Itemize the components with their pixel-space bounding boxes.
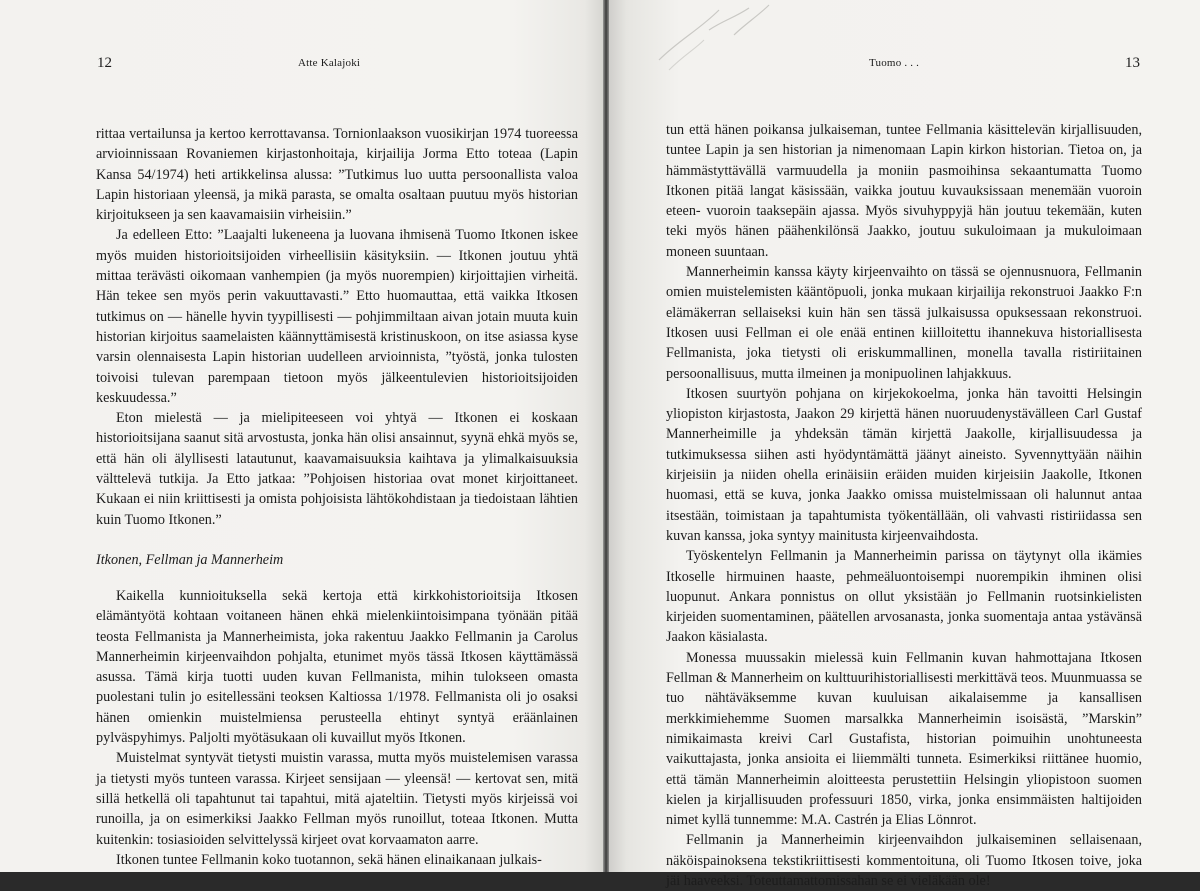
left-page-number: 12 xyxy=(97,55,112,71)
pencil-scribble-mark xyxy=(639,0,779,70)
left-page xyxy=(0,0,603,872)
right-paragraph-5: Monessa muussakin mielessä kuin Fellmanin kuvan hahmottajana Itkosen Fellman & Mannerheim on kulttuurihistoriallisesti merkittävä teos. Muunmuassa se tuo nähtäväksemme kuvan kuuluisan aikalaisemme ja kansallisen merkkimiehemme Suomen marsalkka Mannerheimin isoisästä, ”Marskin” nimikaimasta kreivi Carl Gustafista, historian poimuihin unohtuneesta vaikuttajasta, jonka ansioita ei liiemmälti tunneta. Esimerkiksi riittänee huomio, että tämän Mannerheimin aloitteesta perustettiin Helsingin yliopistoon suomen kielen ja kirjallisuuden professuuri 1850, virka, jonka ensimmäisten haltijoiden nimet kyllä tunnemme: M.A. Castrén ja Elias Lönnrot. xyxy=(666,649,1142,829)
left-paragraph-1: rittaa vertailunsa ja kertoo kerrottavansa. Tornionlaakson vuosikirjan 1974 tuoreessa arvioinnissaan Rovaniemen kirjastonhoitaja, kirjailija Jorma Etto toteaa (Lapin Kansa 54/1974) heti artikkelinsa alussa: ”Tutkimus luo uutta persoonallista valoa Lapin historiaan yleensä, ja mikä parasta, se omalta osaltaan puutuu myös historian kirjoitukseen ja sen kaavamaisiin virheisiin.” xyxy=(96,126,578,224)
left-paragraph-3: Eton mielestä — ja mielipiteeseen voi yhtyä — Itkonen ei koskaan historioitsijana saanut sitä arvostusta, jonka hän olisi ansainnut, syynä ehkä myös se, että hän oli älyllisesti latautunut, kaavamaisuuksia kaihtava ja ylimalkaisuuksia välttelevä tutkija. Ja Etto jatkaa: ”Pohjoisen historiaa ovat monet kirjoittaneet. Kukaan ei niin kriittisesti ja omista pohjoisista lähtökohdistaan ja tiedoistaan lähtien kuin Tuomo Itkonen.” xyxy=(96,410,578,528)
left-paragraph-2: Ja edelleen Etto: ”Laajalti lukeneena ja luovana ihmisenä Tuomo Itkonen iskee myös muiden historioitsijoiden virheellisiin käsityksiin. — Itkonen joutuu yhtä mittaa terävästi oikomaan vanhempien (ja myös nuorempien) kirjoittajien virheitä. Hän tekee sen myös perin vakuuttavasti.” Etto huomauttaa, että vaikka Itkosen tutkimus on — hänelle hyvin tyypillisesti — pohjimmiltaan aivan jotain muuta kuin historian kirjoitus saamelaisten käännyttämisestä kristinuskoon, on itse asiassa kyse varsin olennaisesta Lapin historian uudelleen arvioinnista, ”työstä, jonka tulosten toivoisi tulevan parempaan tietoon myös jälkeentulevien historioitsijoiden keskuudessa.” xyxy=(96,227,578,406)
right-paragraph-3: Itkosen suurtyön pohjana on kirjekokoelma, jonka hän tavoitti Helsingin yliopiston kirjastosta, Jaakon 29 kirjettä hänen nuoruudenystävälleen Carl Gustaf Mannerheimille ja yhdeksän tämän kirjettä Jaakolle, kirjallisuudessa ja tutkimuksessa siihen asti hyödyntämättä jäänyt aineisto. Syvennyttyään näihin kirjeisiin ja niiden ohella erinäisiin eräiden muiden kirjeisiin Jaakolle, Itkonen huomasi, että se kuva, jonka Jaakko omissa muistelmissaan oli halunnut antaa itsestään, toimistaan ja tapahtumista työkentällään, oli vahvasti ristiriidassa sen kuvan kanssa, joka syntyy mainitusta kirjeenvaihdosta. xyxy=(666,385,1142,544)
right-paragraph-2: Mannerheimin kanssa käyty kirjeenvaihto on tässä se ojennusnuora, Fellmanin omien muistelemisten kääntöpuoli, jonka mukaan kirjailija rekonstruoi Jaakko F:n elämäkerran sellaiseksi kuin hän sen tässä julkaisussa opuksessaan rekonstruoi. Itkosen uusi Fellman ei ole enää entinen kiilloitettu ihannekuva historiallisesta Fellmanista, joka tietysti oli eriskummallinen, monella tavalla ristiriitainen persoonallisuus, mutta ilmeinen ja monipuolinen lahjakkuus. xyxy=(666,264,1142,382)
right-paragraph-1: tun että hänen poikansa julkaiseman, tuntee Fellmania käsittelevän kirjallisuuden, tuntee Lapin ja sen historian ja nimenomaan Lapin kirkon historian. Tietoa on, ja hämmästyttävällä varmuudella ja moniin pasmoihinsa sekaantumatta Tuomo Itkonen pitää langat käsissään, vaikka joutuu kuvauksissaan menemään vuoroin eteen- vuoroin taaksepäin ajassa. Myös sivuhyppyjä hän joutuu tekemään, kuten teki myös hänen päähenkilönsä Jaakko, joutuu sukuloimaan ja mukuloimaan moneen suuntaan. xyxy=(666,122,1142,260)
right-paragraph-6: Fellmanin ja Mannerheimin kirjeenvaihdon julkaiseminen sellaisenaan, näköispainoksena tekstikriittisesti kommentoituna, oli Tuomo Itkosen toive, joka jäi haaveeksi. Toteuttamattomissahan se ei vieläkään ole! xyxy=(666,832,1142,889)
left-body-text xyxy=(96,124,578,870)
right-running-head: Tuomo . . . xyxy=(869,57,920,69)
left-section-paragraph-3: Itkonen tuntee Fellmanin koko tuotannon, sekä hänen elinaikanaan julkais- xyxy=(116,851,542,868)
right-body-text xyxy=(666,120,1142,891)
section-heading: Itkonen, Fellman ja Mannerheim xyxy=(96,551,284,568)
left-section-paragraph-2: Muistelmat syntyvät tietysti muistin varassa, mutta myös muistelemisen varassa ja tietysti myös tunteen varassa. Kirjeet sensijaan — yleensä! — kertovat sen, mitä sillä hetkellä oli tapahtunut tai tapahtui, mitä ajateltiin. Tietysti myös kirjeissä voi runoilla, ja on esimerkiksi Jaakko Fellman myös runoillut, toteaa Itkonen. Mutta kuitenkin: tosiasioiden selvittelyssä kirjeet ovat korvaamaton aarre. xyxy=(96,750,578,848)
right-page xyxy=(609,0,1200,889)
right-page-number: 13 xyxy=(1125,55,1140,71)
left-section-paragraph-1: Kaikella kunnioituksella sekä kertoja että kirkkohistorioitsija Itkosen elämäntyötä kohtaan voitaneen hänen ehkä mielenkiintoisimpana työnään pitää teosta Fellmanista ja Mannerheimista, joka rakentuu Jaakko Fellmanin ja Carolus Mannerheimin kirjeenvaihdon pohjalta, etunimet myös tässä Itkosen käyttämässä asussa. Tämä kirja tuotti uuden kuvan Fellmanista, mihin tulokseen omasta puolestani tulin jo esitellessäni teoksen Kaltiossa 1/1978. Fellmanista oli jo osaksi hänen omienkin muistelmiensa perusteella ehtinyt syntyä eräänlainen pylväspyhimys. Paljolti myötäsukaan oli kuvaillut myös Itkonen. xyxy=(96,587,578,747)
left-running-head: Atte Kalajoki xyxy=(298,57,361,69)
right-paragraph-4: Työskentelyn Fellmanin ja Mannerheimin parissa on täytynyt olla ikämies Itkoselle hirmuinen haaste, pehmeäluontoisempi nuorempikin ihminen olisi luopunut. Ankara ponnistus on ollut yksistään jo Fellmanin ruotsinkielisten kirjeiden suomentaminen, päätellen arvosanasta, jonka suomentaja antaa ystävänsä Jaakon käsialasta. xyxy=(666,548,1142,646)
